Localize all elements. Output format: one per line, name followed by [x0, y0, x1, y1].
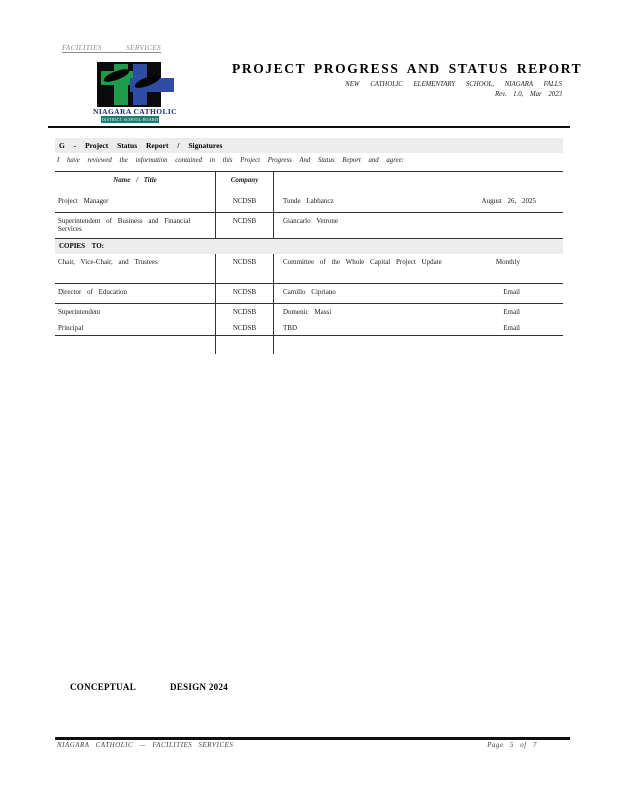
- row-company: NCDSB: [215, 254, 274, 283]
- row-date: August 26, 2025: [481, 197, 536, 205]
- row-title: Director of Education: [58, 288, 128, 296]
- page-footer: [57, 742, 565, 749]
- row-person: TBD: [283, 324, 297, 332]
- row-person: Domenic Massi: [283, 308, 332, 316]
- table-row: [55, 254, 563, 284]
- title-block: [232, 61, 583, 98]
- row-company: NCDSB: [215, 304, 274, 320]
- row-frequency: Monthly: [495, 258, 520, 266]
- table-row: [55, 320, 563, 336]
- row-person: Camillo Cipriano: [283, 288, 336, 296]
- col-header-name-title: Name / Title: [113, 176, 157, 184]
- page-title: PROJECT PROGRESS AND STATUS REPORT: [232, 61, 583, 76]
- row-person: Tunde Labbancz: [283, 197, 334, 205]
- footer-org-label: NIAGARA CATHOLIC — FACILITIES SERVICES: [57, 742, 234, 749]
- table-row-empty: [55, 336, 563, 354]
- table-row: [55, 213, 563, 239]
- watermark-part2: DESIGN 2024: [170, 682, 229, 692]
- signatures-table: [55, 171, 563, 354]
- row-company: NCDSB: [215, 284, 274, 303]
- row-company: NCDSB: [215, 320, 274, 335]
- row-company: NCDSB: [215, 193, 274, 212]
- row-person: Giancarlo Vetrone: [283, 217, 338, 225]
- section-heading: G - Project Status Report / Signatures: [55, 138, 563, 153]
- header-divider: [48, 126, 570, 128]
- copies-to-heading: COPIES TO:: [55, 239, 563, 254]
- row-frequency: Email: [503, 324, 520, 332]
- row-title: Chair, Vice-Chair, and Trustees: [58, 258, 158, 266]
- row-title: Project Manager: [58, 197, 109, 205]
- table-row: [55, 304, 563, 320]
- revision-label: Rev. 1.0, Mar 2023: [495, 91, 562, 98]
- facilities-services-label: FACILITIES SERVICES: [62, 44, 162, 52]
- row-frequency: Email: [503, 288, 520, 296]
- row-title: Superintendent: [58, 308, 101, 316]
- section-intro-text: I have reviewed the information contained in this Project Progress And Status Report and agree:: [57, 157, 404, 164]
- col-header-blank: [274, 172, 563, 193]
- footer-divider: [55, 737, 570, 740]
- logo-org-name: NIAGARA CATHOLIC: [93, 107, 177, 116]
- col-header-company: Company: [215, 172, 274, 193]
- table-row: [55, 193, 563, 213]
- watermark-part1: CONCEPTUAL: [70, 682, 137, 692]
- report-subtitle: NEW CATHOLIC ELEMENTARY SCHOOL, NIAGARA FALLS: [345, 81, 562, 88]
- row-title: Principal: [58, 324, 84, 332]
- table-header-row: [55, 172, 563, 193]
- row-title: Superintendent of Business and Financial Services: [58, 217, 191, 233]
- row-frequency: Email: [503, 308, 520, 316]
- niagara-catholic-logo-icon: [97, 62, 179, 108]
- row-person: Committee of the Whole Capital Project Update: [283, 258, 442, 266]
- table-row: [55, 284, 563, 304]
- conceptual-design-label: [70, 682, 228, 692]
- page-number: Page 5 of 7: [487, 742, 537, 749]
- logo-suborg-name: DISTRICT SCHOOL BOARD: [101, 117, 159, 122]
- row-company: NCDSB: [215, 213, 274, 238]
